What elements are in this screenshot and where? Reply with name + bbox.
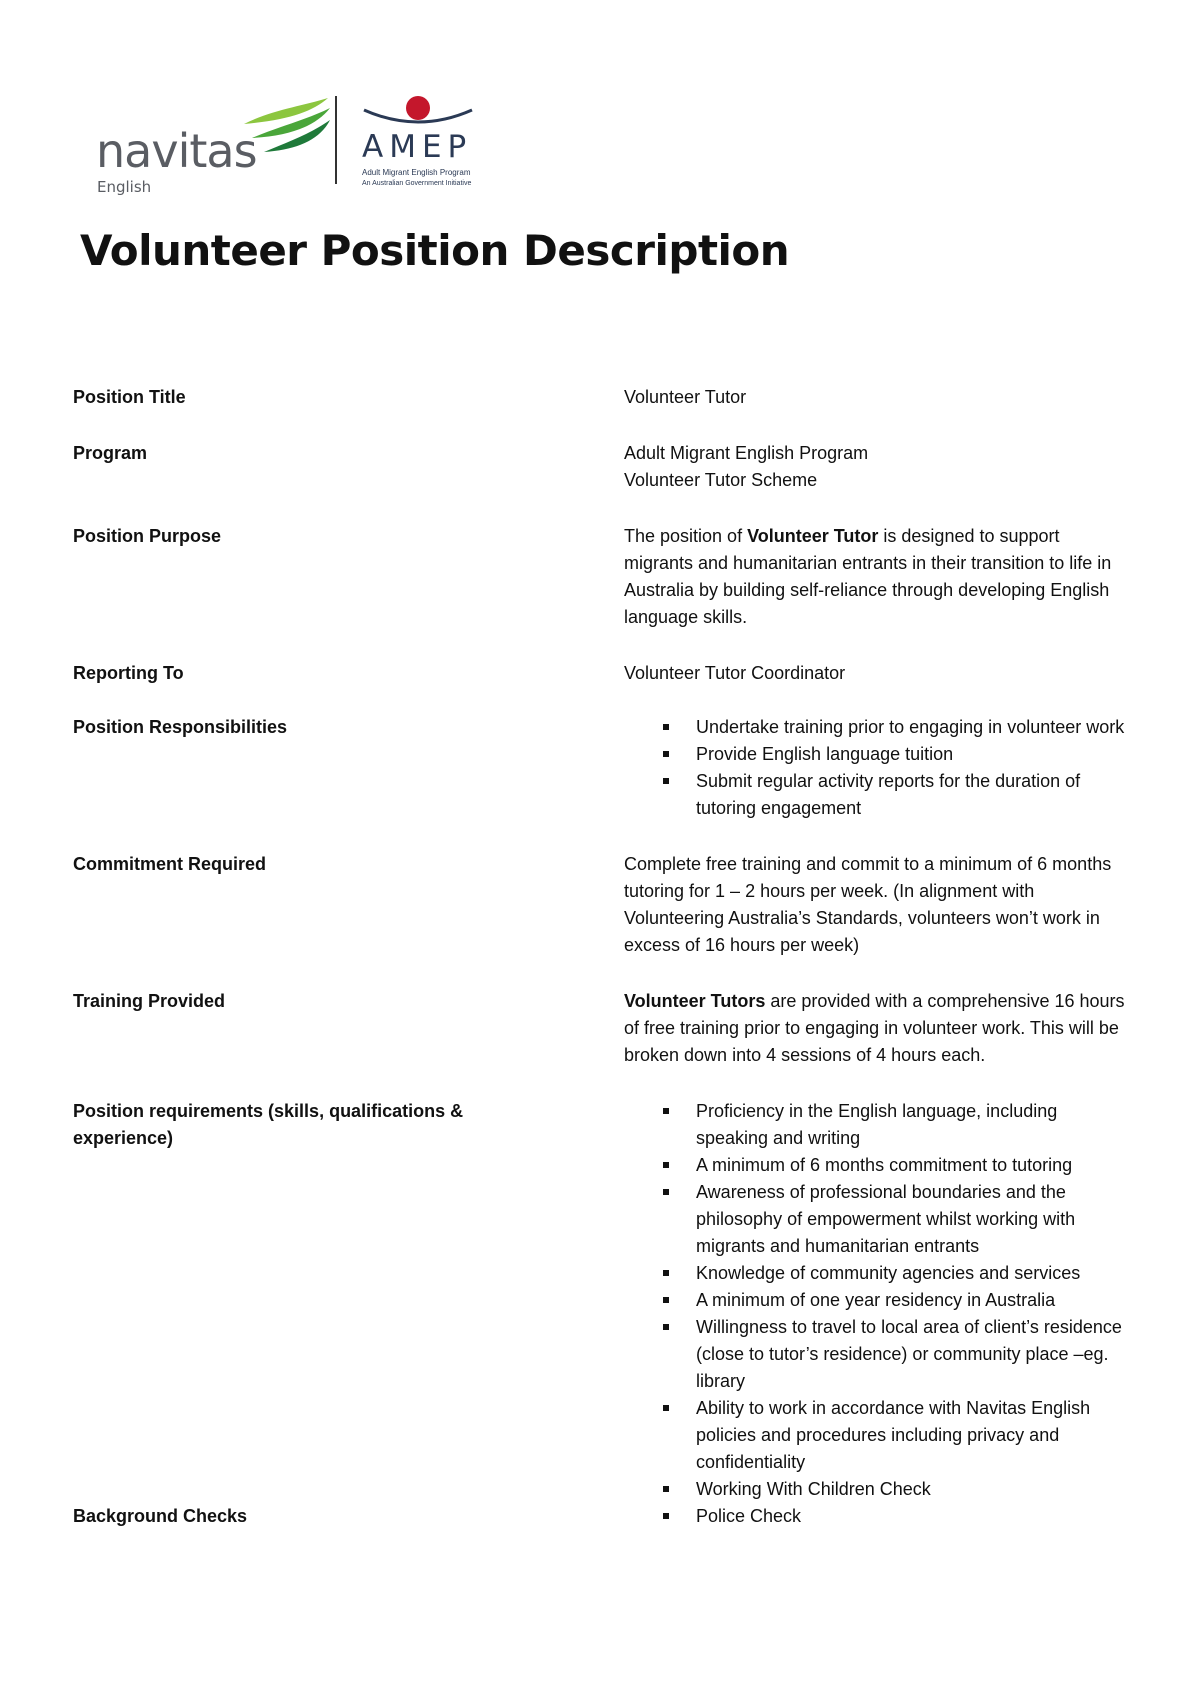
field-value <box>624 1098 1129 1503</box>
field-value <box>624 440 1129 494</box>
position-details <box>73 384 1153 1530</box>
requirements-list <box>624 1098 1129 1503</box>
field-value <box>624 523 1129 631</box>
purpose-text-post: is designed to support migrants and humanitarian entrants in their transition to life in Australia by building self-reliance through developing English language skills. <box>624 526 1112 627</box>
field-background-checks <box>73 1503 1153 1530</box>
field-program <box>73 440 1153 494</box>
field-training-provided <box>73 988 1153 1069</box>
list-item: Willingness to travel to local area of client’s residence (close to tutor’s residence) or community place –eg. library <box>624 1314 1129 1395</box>
program-line: Adult Migrant English Program <box>624 443 869 463</box>
field-label: Background Checks <box>73 1506 248 1526</box>
list-item: Proficiency in the English language, including speaking and writing <box>624 1098 1129 1152</box>
field-label: Program <box>73 443 148 463</box>
training-text-post: are provided with a comprehensive 16 hours of free training prior to engaging in volunteer work. This will be broken down into 4 sessions of 4 hours each. <box>624 991 1125 1065</box>
field-label: Position Title <box>73 387 186 407</box>
field-position-requirements <box>73 1098 1153 1503</box>
program-line: Volunteer Tutor Scheme <box>624 470 818 490</box>
field-value <box>624 714 1129 822</box>
amep-arc-icon <box>360 104 476 130</box>
list-item: Working With Children Check <box>624 1476 1129 1503</box>
field-value: Volunteer Tutor <box>624 387 747 407</box>
field-label: Training Provided <box>73 991 226 1011</box>
list-item: Knowledge of community agencies and services <box>624 1260 1129 1287</box>
field-value: Volunteer Tutor Coordinator <box>624 663 846 683</box>
amep-subtitle: Adult Migrant English Program <box>362 168 471 177</box>
field-value <box>624 988 1129 1069</box>
field-label: Commitment Required <box>73 854 267 874</box>
list-item: Ability to work in accordance with Navitas English policies and procedures including privacy and confidentiality <box>624 1395 1129 1476</box>
logo-divider <box>335 96 337 184</box>
background-checks-list <box>624 1503 1129 1530</box>
list-item: Submit regular activity reports for the duration of tutoring engagement <box>624 768 1129 822</box>
purpose-text-bold: Volunteer Tutor <box>747 526 879 546</box>
field-label: Position requirements (skills, qualifications & experience) <box>73 1101 464 1148</box>
list-item: Police Check <box>624 1503 1129 1530</box>
list-item: Awareness of professional boundaries and the philosophy of empowerment whilst working with migrants and humanitarian entrants <box>624 1179 1129 1260</box>
field-position-purpose <box>73 523 1153 631</box>
purpose-text-pre: The position of <box>624 526 748 546</box>
page-title: Volunteer Position Description <box>80 226 790 275</box>
list-item: Provide English language tuition <box>624 741 1129 768</box>
field-commitment-required <box>73 851 1153 959</box>
navitas-wordmark: navitas <box>96 124 257 178</box>
field-value <box>624 1503 1129 1530</box>
amep-tagline: An Australian Government Initiative <box>362 180 472 187</box>
field-position-responsibilities <box>73 714 1153 822</box>
field-label: Position Purpose <box>73 526 222 546</box>
training-text-bold: Volunteer Tutors <box>624 991 766 1011</box>
field-reporting-to <box>73 660 1153 687</box>
field-position-title <box>73 384 1153 411</box>
list-item: Undertake training prior to engaging in volunteer work <box>624 714 1129 741</box>
list-item: A minimum of 6 months commitment to tutoring <box>624 1152 1129 1179</box>
field-label: Position Responsibilities <box>73 717 288 737</box>
list-item: A minimum of one year residency in Australia <box>624 1287 1129 1314</box>
header-logos <box>92 88 492 198</box>
navitas-subtitle: English <box>97 178 152 196</box>
amep-wordmark: AMEP <box>362 129 473 165</box>
field-value: Complete free training and commit to a minimum of 6 months tutoring for 1 – 2 hours per week. (In alignment with Volunteering Australia’s Standards, volunteers won’t work in excess of 16 hours per week) <box>624 854 1112 955</box>
responsibilities-list <box>624 714 1129 822</box>
field-label: Reporting To <box>73 663 184 683</box>
